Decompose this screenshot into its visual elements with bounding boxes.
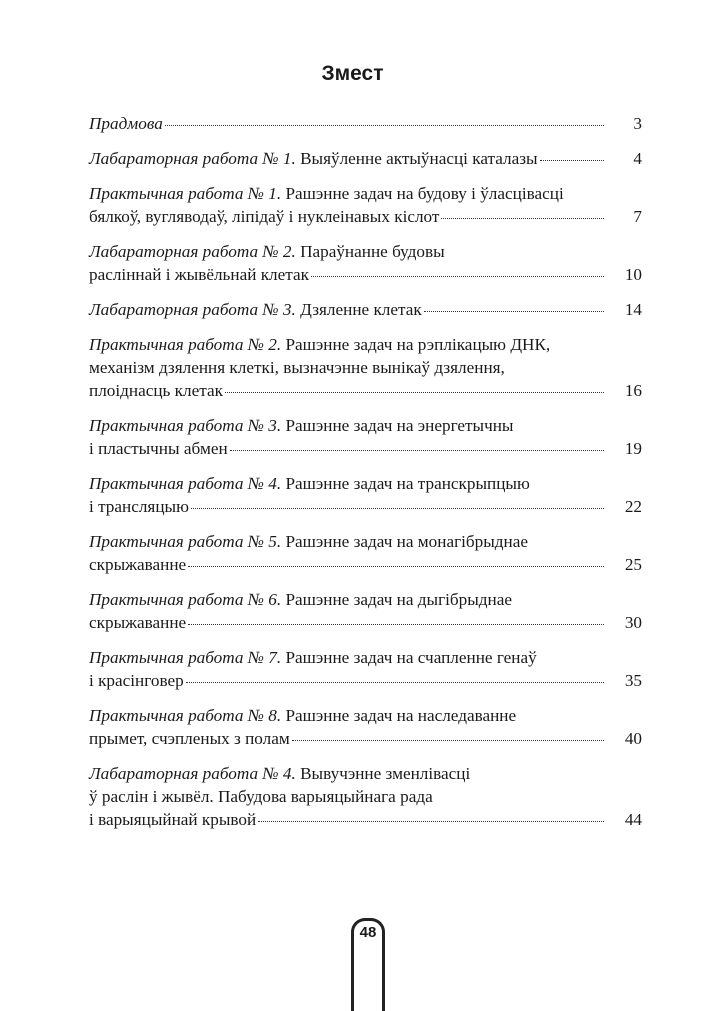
toc-entry-line xyxy=(89,298,608,321)
toc-entry-label: Практычная работа № 1. xyxy=(89,184,282,203)
toc-entry-line xyxy=(89,495,608,518)
toc-entry-line xyxy=(89,379,608,402)
toc-entry-text: і трансляцыю xyxy=(89,497,189,516)
toc-entry-line xyxy=(89,414,608,437)
toc-entry-label: Практычная работа № 3. xyxy=(89,416,282,435)
toc-entry-page: 14 xyxy=(624,300,642,319)
toc-entry-line xyxy=(89,205,608,228)
toc-entry-text: скрыжаванне xyxy=(89,555,187,574)
toc-entry-line xyxy=(89,669,608,692)
toc-entry-page: 10 xyxy=(624,265,642,284)
toc-entry[interactable] xyxy=(89,472,642,530)
toc-entry-line xyxy=(89,112,608,135)
dot-leader xyxy=(225,378,604,393)
table-of-contents xyxy=(89,112,642,843)
dot-leader xyxy=(540,146,604,161)
toc-entry-text: і пластычны абмен xyxy=(89,439,228,458)
toc-entry-label: Лабараторная работа № 3. xyxy=(89,300,296,319)
toc-entry-line xyxy=(89,762,608,785)
toc-entry-line xyxy=(89,356,608,379)
dot-leader xyxy=(230,436,604,451)
toc-entry[interactable] xyxy=(89,762,642,843)
page-title: Змест xyxy=(321,62,384,85)
toc-entry-page: 19 xyxy=(624,439,642,458)
toc-entry-line xyxy=(89,727,608,750)
toc-entry-text: бялкоў, вугляводаў, ліпідаў і нуклеінавых кіслот xyxy=(89,207,440,226)
toc-entry-text: прымет, счэпленых з полам xyxy=(89,729,290,748)
toc-entry-text: механізм дзялення клеткі, вызначэнне вынікаў дзялення, xyxy=(89,358,505,377)
page-number: 48 xyxy=(359,924,377,941)
toc-entry-text: плоіднасць клетак xyxy=(89,381,223,400)
toc-entry[interactable] xyxy=(89,298,642,333)
toc-entry-line xyxy=(89,553,608,576)
toc-entry-text: і красінговер xyxy=(89,671,184,690)
toc-entry-label: Практычная работа № 4. xyxy=(89,474,282,493)
toc-entry-page: 30 xyxy=(624,613,642,632)
toc-entry-line xyxy=(89,588,608,611)
toc-entry-line xyxy=(89,182,608,205)
toc-entry-label: Прадмова xyxy=(89,114,163,133)
toc-entry[interactable] xyxy=(89,414,642,472)
toc-entry-line xyxy=(89,263,608,286)
toc-entry[interactable] xyxy=(89,240,642,298)
toc-entry-text: Дзяленне клетак xyxy=(295,300,422,319)
toc-entry-label: Лабараторная работа № 4. xyxy=(89,764,296,783)
toc-entry-label: Практычная работа № 8. xyxy=(89,706,282,725)
toc-entry-text: Рашэнне задач на счапленне генаў xyxy=(281,648,537,667)
toc-entry-page: 16 xyxy=(624,381,642,400)
toc-entry-line xyxy=(89,785,608,808)
dot-leader xyxy=(311,262,604,277)
toc-entry[interactable] xyxy=(89,182,642,240)
toc-entry-page: 40 xyxy=(624,729,642,748)
dot-leader xyxy=(188,552,604,567)
toc-entry-line xyxy=(89,808,608,831)
toc-entry[interactable] xyxy=(89,333,642,414)
toc-entry-text: Рашэнне задач на рэплікацыю ДНК, xyxy=(281,335,551,354)
toc-entry-page: 25 xyxy=(624,555,642,574)
toc-entry[interactable] xyxy=(89,588,642,646)
toc-entry-label: Лабараторная работа № 1. xyxy=(89,149,296,168)
toc-entry[interactable] xyxy=(89,147,642,182)
toc-entry[interactable] xyxy=(89,112,642,147)
toc-entry-text: Рашэнне задач на транскрыпцыю xyxy=(281,474,530,493)
toc-entry[interactable] xyxy=(89,646,642,704)
toc-entry[interactable] xyxy=(89,704,642,762)
toc-entry-line xyxy=(89,646,608,669)
toc-entry-line xyxy=(89,240,608,263)
toc-entry-text: Рашэнне задач на дыгібрыднае xyxy=(281,590,512,609)
toc-entry-text: Параўнанне будовы xyxy=(295,242,445,261)
dot-leader xyxy=(441,204,604,219)
toc-entry-text: і варыяцыйнай крывой xyxy=(89,810,257,829)
dot-leader xyxy=(424,297,604,312)
toc-entry-line xyxy=(89,704,608,727)
toc-entry-text: Рашэнне задач на энергетычны xyxy=(281,416,514,435)
toc-entry-text: Рашэнне задач на будову і ўласцівасці xyxy=(281,184,564,203)
toc-entry-page: 22 xyxy=(624,497,642,516)
toc-entry-line xyxy=(89,611,608,634)
toc-entry-line xyxy=(89,472,608,495)
toc-entry-label: Практычная работа № 7. xyxy=(89,648,282,667)
toc-entry-line xyxy=(89,437,608,460)
toc-entry-line xyxy=(89,147,608,170)
toc-entry-page: 4 xyxy=(633,149,642,168)
toc-entry-line xyxy=(89,530,608,553)
toc-entry-label: Практычная работа № 5. xyxy=(89,532,282,551)
dot-leader xyxy=(292,726,604,741)
toc-entry-text: Вывучэнне зменлівасці xyxy=(295,764,471,783)
dot-leader xyxy=(188,610,604,625)
dot-leader xyxy=(165,111,604,126)
toc-entry-text: ў раслін і жывёл. Пабудова варыяцыйнага рада xyxy=(89,787,433,806)
toc-entry-label: Практычная работа № 6. xyxy=(89,590,282,609)
dot-leader xyxy=(191,494,604,509)
dot-leader xyxy=(258,807,604,822)
toc-entry-text: расліннай і жывёльнай клетак xyxy=(89,265,309,284)
toc-entry-page: 44 xyxy=(624,810,642,829)
toc-entry-line xyxy=(89,333,608,356)
toc-entry-text: Рашэнне задач на монагібрыднае xyxy=(281,532,528,551)
toc-entry-page: 7 xyxy=(633,207,642,226)
toc-entry-text: Рашэнне задач на наследаванне xyxy=(281,706,517,725)
toc-entry-label: Лабараторная работа № 2. xyxy=(89,242,296,261)
toc-entry-text: Выяўленне актыўнасці каталазы xyxy=(295,149,538,168)
dot-leader xyxy=(186,668,604,683)
toc-entry-page: 3 xyxy=(633,114,642,133)
toc-entry[interactable] xyxy=(89,530,642,588)
toc-entry-page: 35 xyxy=(624,671,642,690)
toc-entry-text: скрыжаванне xyxy=(89,613,187,632)
toc-entry-label: Практычная работа № 2. xyxy=(89,335,282,354)
